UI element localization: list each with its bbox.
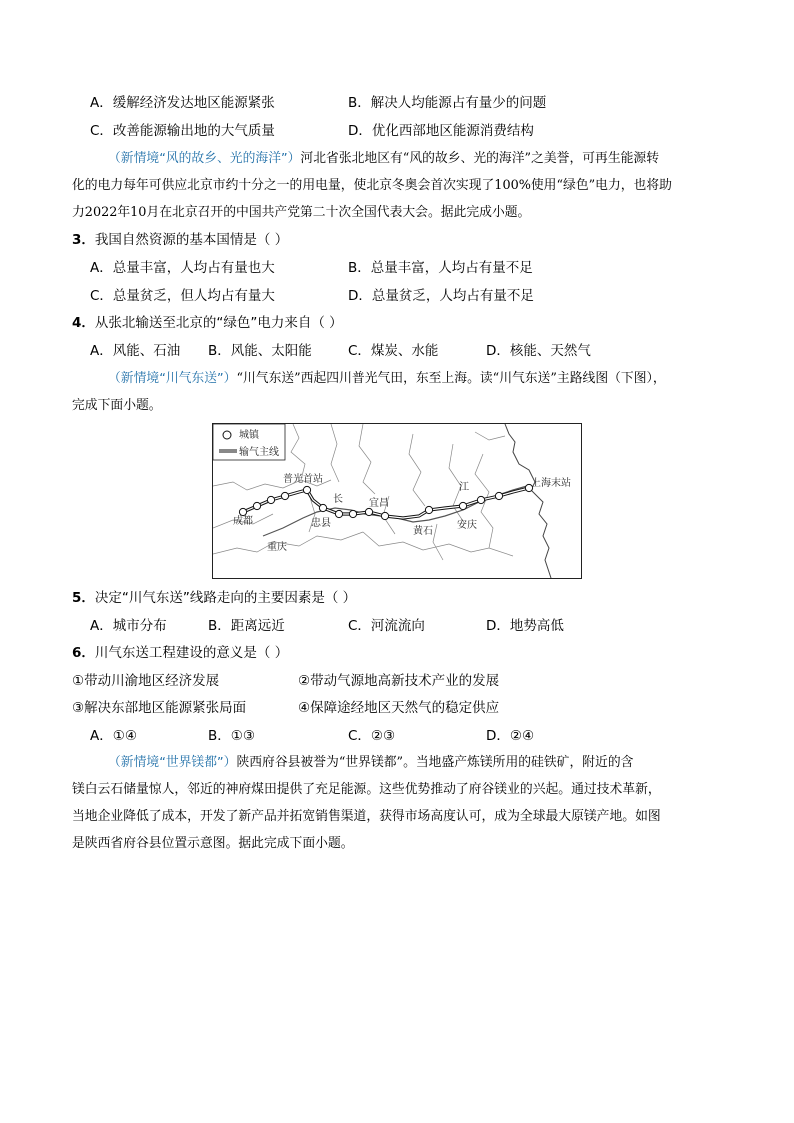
question-number: 4． <box>72 315 95 331</box>
label-chang: 长 <box>333 494 343 505</box>
paragraph-text: 河北省张北地区有“风的故乡、光的海洋”之美誉，可再生能源转 <box>300 151 660 166</box>
label-anqing: 安庆 <box>457 520 477 531</box>
question-3 <box>72 231 288 249</box>
q5-option-a: A．城市分布 <box>90 618 167 634</box>
label-huangshi: 黄石 <box>413 526 433 537</box>
question-stem: 从张北输送至北京的“绿色”电力来自（ ） <box>94 315 343 331</box>
q5-option-b: B．距离远近 <box>208 618 285 634</box>
label-jiang: 江 <box>459 482 469 493</box>
q2-option-c: C．改善能源输出地的大气质量 <box>90 123 275 139</box>
q2-option-a: A．缓解经济发达地区能源紧张 <box>90 95 275 111</box>
question-stem: 我国自然资源的基本国情是（ ） <box>94 232 289 248</box>
paragraph-text: 陕西府谷县被誉为“世界镁都”。当地盛产炼镁所用的硅铁矿，附近的含 <box>236 755 634 770</box>
q6-option-a: A．①④ <box>90 728 137 744</box>
yangtze-river <box>263 486 527 536</box>
q3-option-d: D．总量贫乏，人均占有量不足 <box>348 288 534 304</box>
question-stem: 决定“川气东送”线路走向的主要因素是（ ） <box>94 590 357 606</box>
legend-pipeline-label: 输气主线 <box>239 447 279 458</box>
q5-option-c: C．河流流向 <box>348 618 425 634</box>
q3-option-a: A．总量丰富，人均占有量也大 <box>90 260 275 276</box>
q4-option-d: D．核能、天然气 <box>486 343 591 359</box>
q6-statement-2: ②带动气源地高新技术产业的发展 <box>298 673 500 689</box>
label-chongqing: 重庆 <box>267 542 287 553</box>
question-6 <box>72 644 288 662</box>
pipeline-route-map <box>212 423 582 579</box>
question-number: 6． <box>72 645 95 661</box>
q5-option-d: D．地势高低 <box>486 618 564 634</box>
paragraph-text: 当地企业降低了成本，开发了新产品并拓宽销售渠道，获得市场高度认可，成为全球最大原镁产地。如图 <box>72 809 661 824</box>
paragraph-text: “川气东送”西起四川普光气田，东至上海。读“川气东送”主路线图（下图）， <box>236 371 666 386</box>
q6-statement-4: ④保障途经地区天然气的稳定供应 <box>298 700 500 716</box>
context-tag: （新情境“川气东送”） <box>108 371 237 386</box>
q6-option-b: B．①③ <box>208 728 255 744</box>
question-4 <box>72 314 343 332</box>
q3-option-b: B．总量丰富，人均占有量不足 <box>348 260 533 276</box>
paragraph-text: 力2022年10月在北京召开的中国共产党第二十次全国代表大会。据此完成小题。 <box>72 205 531 220</box>
label-puguang: 普光首站 <box>283 474 323 485</box>
paragraph-text: 是陕西省府谷县位置示意图。据此完成下面小题。 <box>72 836 354 851</box>
q6-option-d: D．②④ <box>486 728 535 744</box>
question-number: 3． <box>72 232 95 248</box>
question-number: 5． <box>72 590 95 606</box>
legend-town-icon <box>223 431 231 439</box>
q6-statement-1: ①带动川渝地区经济发展 <box>72 673 220 689</box>
legend-town-label: 城镇 <box>239 430 259 441</box>
label-zhongxian: 忠县 <box>311 518 331 529</box>
context-tag: （新情境“世界镁都”） <box>108 755 237 770</box>
paragraph-text: 完成下面小题。 <box>72 398 162 413</box>
map-svg <box>213 424 581 578</box>
question-stem: 川气东送工程建设的意义是（ ） <box>94 645 289 661</box>
q2-option-b: B．解决人均能源占有量少的问题 <box>348 95 547 111</box>
context-paragraph-zhangbei <box>72 145 720 226</box>
context-paragraph-magnesium <box>72 749 720 857</box>
label-yichang: 宜昌 <box>369 498 389 509</box>
q4-option-a: A．风能、石油 <box>90 343 181 359</box>
question-5 <box>72 589 356 607</box>
context-paragraph-pipeline <box>72 365 720 419</box>
q4-option-c: C．煤炭、水能 <box>348 343 439 359</box>
q4-option-b: B．风能、太阳能 <box>208 343 312 359</box>
q6-statement-3: ③解决东部地区能源紧张局面 <box>72 700 247 716</box>
label-chengdu: 成都 <box>233 516 253 527</box>
paragraph-text: 化的电力每年可供应北京市约十分之一的用电量，使北京冬奥会首次实现了100%使用“绿色”电力，也将助 <box>72 178 672 193</box>
label-shanghai: 上海末站 <box>531 478 571 489</box>
q2-option-d: D．优化西部地区能源消费结构 <box>348 123 534 139</box>
q3-option-c: C．总量贫乏，但人均占有量大 <box>90 288 275 304</box>
context-tag: （新情境“风的故乡、光的海洋”） <box>108 151 301 166</box>
q6-option-c: C．②③ <box>348 728 396 744</box>
coastline <box>505 424 551 578</box>
paragraph-text: 镁白云石储量惊人，邻近的神府煤田提供了充足能源。这些优势推动了府谷镁业的兴起。通过技术革新， <box>72 782 661 797</box>
